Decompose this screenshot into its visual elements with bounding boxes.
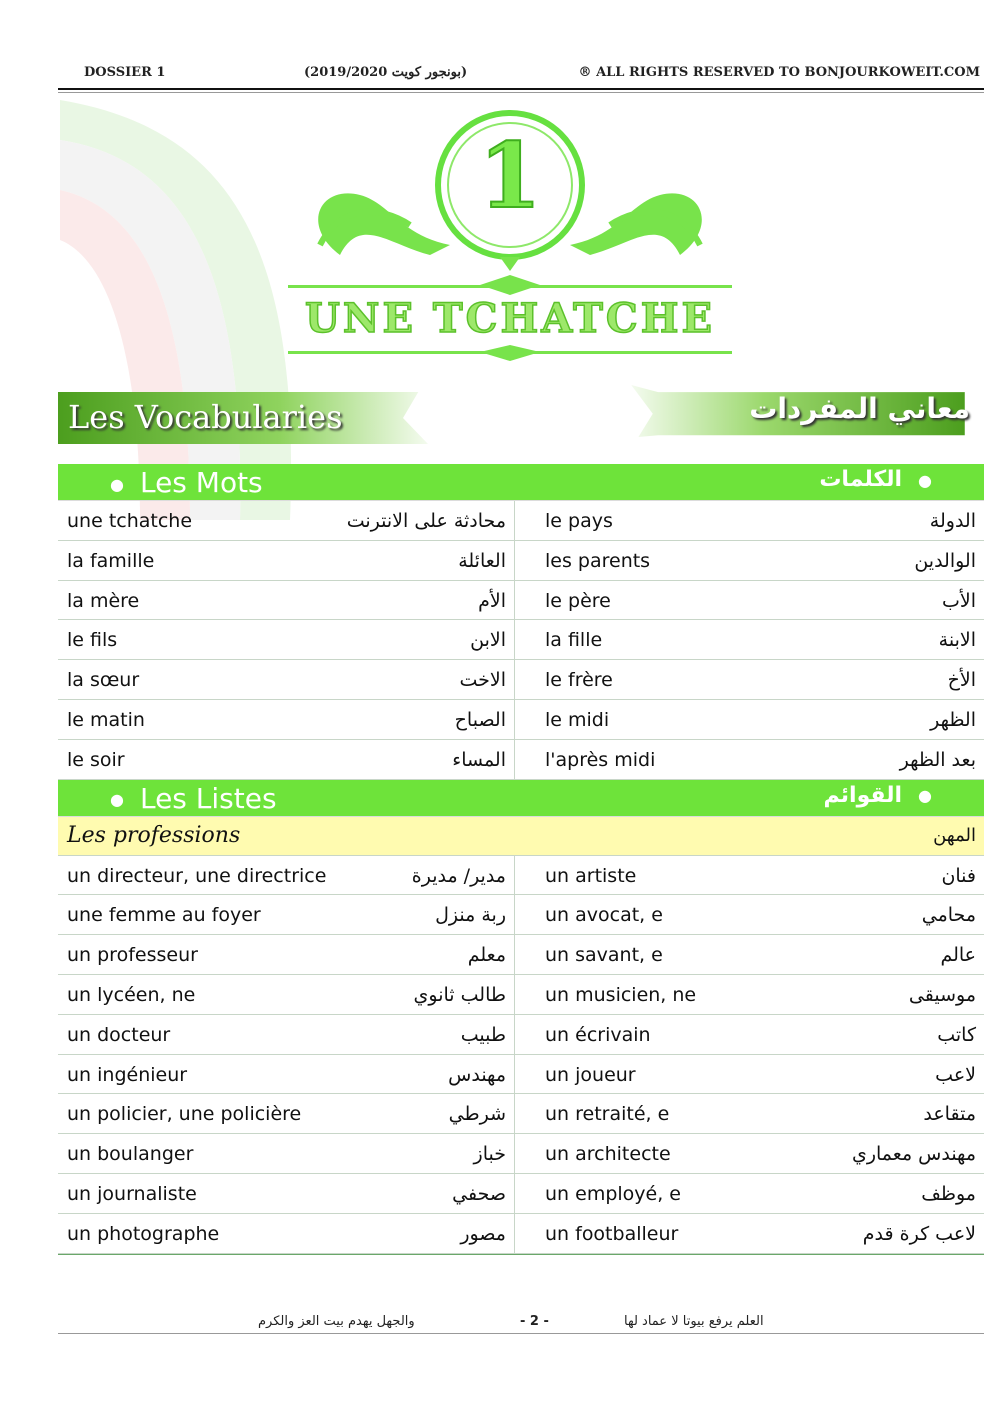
column-divider (514, 541, 515, 580)
subsection-title-fr: Les professions (67, 822, 241, 848)
term-arabic: فنان (941, 864, 976, 887)
term-french: les parents (545, 549, 651, 572)
term-french: un écrivain (545, 1023, 651, 1046)
term-french: la sœur (67, 669, 140, 692)
term-arabic: محادثة على الانترنت (346, 510, 506, 532)
term-french: un directeur, une directrice (67, 864, 327, 887)
section-title-ar: القوائم (823, 782, 903, 808)
footer-rule (58, 1333, 984, 1334)
column-divider (514, 895, 515, 934)
table-row (58, 581, 984, 621)
page-number: - 2 - (520, 1314, 549, 1329)
ribbon-title-ar: معاني المفردات (749, 392, 970, 425)
term-french: un footballeur (545, 1222, 679, 1245)
term-arabic: الابن (470, 629, 506, 652)
term-arabic: لاعب (935, 1063, 976, 1086)
section-header-mots (58, 464, 984, 501)
column-divider (514, 700, 515, 739)
header-rule-thin (58, 92, 984, 93)
column-divider (514, 660, 515, 699)
vocabulary-table (58, 464, 984, 1255)
term-arabic: طالب ثانوي (413, 983, 506, 1006)
ribbon-title-fr: Les Vocabularies (68, 398, 343, 436)
term-arabic: موظف (921, 1182, 976, 1205)
term-french: un artiste (545, 864, 637, 887)
column-divider (514, 740, 515, 779)
header-dossier: DOSSIER 1 (84, 65, 166, 80)
term-arabic: عالم (940, 944, 976, 967)
term-french: une tchatche (67, 510, 193, 532)
bullet-icon: ● (110, 790, 124, 810)
table-row (58, 895, 984, 935)
term-french: un employé, e (545, 1182, 681, 1205)
column-divider (514, 1055, 515, 1094)
term-arabic: الظهر (930, 708, 976, 731)
table-row (58, 740, 984, 780)
table-row (58, 1174, 984, 1214)
header-year: (2019/2020 ‎بونجور كويت‎) (304, 65, 468, 80)
term-french: un journaliste (67, 1182, 197, 1205)
table-row (58, 541, 984, 581)
term-arabic: العائلة (458, 549, 506, 572)
column-divider (514, 581, 515, 620)
table-row (58, 975, 984, 1015)
term-arabic: خباز (473, 1143, 506, 1166)
chapter-number: 1 (478, 123, 542, 229)
term-arabic: ربة منزل (435, 904, 506, 927)
column-divider (514, 1015, 515, 1054)
section-title-fr: Les Mots (139, 466, 263, 499)
section-title-fr: Les Listes (139, 781, 277, 815)
table-row (58, 856, 984, 896)
table-row (58, 1015, 984, 1055)
ornament-underline (280, 345, 740, 369)
table-bottom-rule (58, 1254, 984, 1255)
bullet-icon: ● (918, 470, 932, 490)
term-arabic: لاعب كرة قدم (862, 1222, 976, 1245)
term-arabic: شرطي (448, 1103, 506, 1126)
header-rights: ® ALL RIGHTS RESERVED TO BONJOURKOWEIT.COM (578, 65, 980, 80)
term-french: un ingénieur (67, 1063, 188, 1086)
column-divider (514, 1134, 515, 1173)
page-header (58, 62, 984, 86)
term-french: la mère (67, 589, 140, 612)
term-french: un lycéen, ne (67, 983, 196, 1006)
term-arabic: الابنة (938, 629, 976, 652)
term-french: la fille (545, 629, 603, 652)
term-french: le midi (545, 708, 610, 731)
term-arabic: مصور (460, 1222, 506, 1245)
column-divider (514, 501, 515, 540)
term-french: le pays (545, 510, 613, 532)
table-row (58, 935, 984, 975)
term-arabic: طبيب (460, 1023, 506, 1046)
column-divider (514, 935, 515, 974)
term-arabic: الوالدين (914, 549, 976, 572)
column-divider (514, 1094, 515, 1133)
term-arabic: الأخ (947, 669, 976, 692)
term-arabic: مهندس معماري (851, 1143, 976, 1166)
bullet-icon: ● (110, 474, 124, 494)
term-french: un architecte (545, 1143, 671, 1166)
section-header-listes (58, 780, 984, 817)
term-arabic: موسيقى (908, 983, 976, 1006)
column-divider (514, 856, 515, 895)
term-french: le matin (67, 708, 145, 731)
term-arabic: متقاعد (923, 1103, 976, 1126)
term-arabic: صحفي (452, 1182, 506, 1205)
term-french: un docteur (67, 1023, 171, 1046)
chapter-title: UNE TCHATCHE (305, 295, 715, 342)
table-row (58, 1214, 984, 1254)
table-row (58, 501, 984, 541)
term-french: un boulanger (67, 1143, 194, 1166)
footer-verse-right: العلم يرفع بيوتا لا عماد لها (624, 1314, 764, 1329)
term-arabic: بعد الظهر (899, 748, 976, 771)
term-french: un joueur (545, 1063, 636, 1086)
term-french: un musicien, ne (545, 983, 697, 1006)
term-arabic: المساء (452, 748, 506, 771)
term-arabic: الاخت (459, 669, 506, 692)
subsection-title-ar: المهن (933, 824, 976, 846)
term-arabic: الأم (478, 589, 506, 612)
term-french: un savant, e (545, 944, 663, 967)
footer-verse-left: والجهل يهدم بيت العز والكرم (258, 1314, 415, 1329)
term-french: le frère (545, 669, 613, 692)
table-row (58, 620, 984, 660)
chapter-emblem (280, 95, 740, 375)
term-french: un policier, une policière (67, 1103, 302, 1126)
section-title-ar: الكلمات (819, 467, 903, 492)
term-arabic: الأب (941, 589, 976, 612)
column-divider (514, 620, 515, 659)
term-arabic: معلم (467, 944, 506, 967)
term-arabic: مهندس (448, 1063, 506, 1086)
header-rule (58, 88, 984, 90)
term-arabic: الدولة (929, 510, 976, 532)
term-french: l'après midi (545, 748, 656, 771)
term-french: le père (545, 589, 611, 612)
table-row (58, 700, 984, 740)
subsection-header-professions (58, 817, 984, 856)
page-footer (58, 1312, 984, 1332)
term-french: un retraité, e (545, 1103, 670, 1126)
column-divider (514, 1214, 515, 1253)
table-row (58, 1055, 984, 1095)
column-divider (514, 1174, 515, 1213)
column-divider (514, 975, 515, 1014)
table-row (58, 660, 984, 700)
term-french: un avocat, e (545, 904, 663, 927)
term-french: une femme au foyer (67, 904, 261, 927)
term-french: la famille (67, 549, 155, 572)
term-arabic: مدير/ مديرة (411, 864, 506, 887)
term-arabic: الصباح (454, 708, 506, 731)
bullet-icon: ● (918, 786, 932, 806)
table-row (58, 1094, 984, 1134)
term-arabic: كاتب (937, 1023, 976, 1046)
term-french: le soir (67, 748, 125, 771)
term-french: un photographe (67, 1222, 220, 1245)
table-row (58, 1134, 984, 1174)
term-french: un professeur (67, 944, 198, 967)
term-french: le fils (67, 629, 118, 652)
term-arabic: محامي (921, 904, 976, 927)
